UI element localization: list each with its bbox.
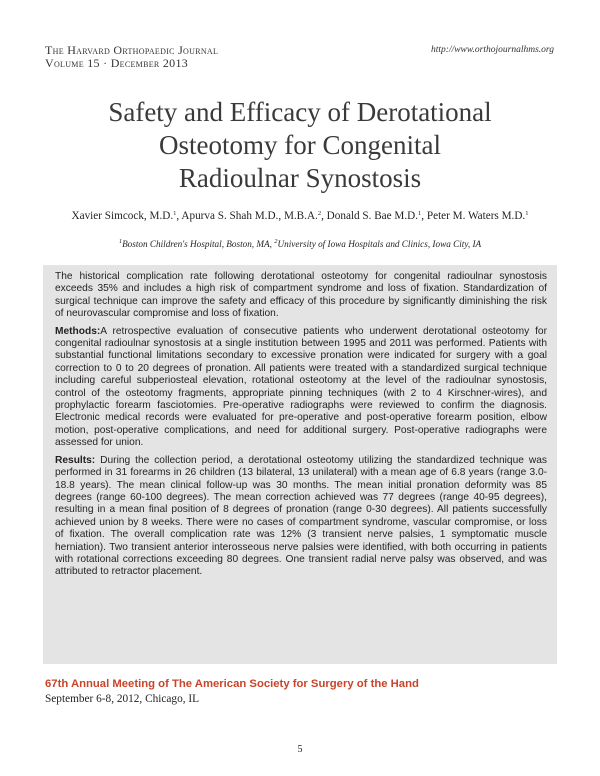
methods-label: Methods: xyxy=(55,325,101,337)
author-name: Donald S. Bae M.D. xyxy=(326,210,419,222)
affiliation-text: University of Iowa Hospitals and Clinics, Iowa City, IA xyxy=(277,239,482,249)
meeting-date: September 6-8, 2012, Chicago, IL xyxy=(45,693,200,705)
author-affil-mark: 1 xyxy=(173,210,177,217)
abstract-box xyxy=(43,265,557,664)
author-name: Peter M. Waters M.D. xyxy=(426,210,526,222)
meeting-name: 67th Annual Meeting of The American Society for Surgery of the Hand xyxy=(45,678,419,690)
affil-mark: 2 xyxy=(274,238,278,245)
journal-url[interactable]: http://www.orthojournalhms.org xyxy=(431,45,554,55)
author-affil-mark: 1 xyxy=(525,210,529,217)
journal-header xyxy=(45,44,218,70)
page-number: 5 xyxy=(297,744,303,755)
results-text: During the collection period, a derotational osteotomy utilizing the standardized technique was performed in 31 forearms in 26 children (13 bilateral, 13 unilateral) with a mean age of 6.8 years (range 3.0-18.8 years). The mean clinical follow-up was 30 months. The mean initial pronation deformity was 85 degrees (range 60-100 degrees). The mean correction achieved was 77 degrees (range 40-95 degrees), resulting in a mean final position of 8 degrees of pronation (range 0-30 degrees). All patients successfully achieved union by 8 weeks. There were no cases of compartment syndrome, vascular compromise, or loss of fixation. The overall complication rate was 12% (3 transient nerve palsies, 1 symptomatic muscle herniation). Two transient anterior interosseous nerve palsies were identified, with both occurring in patients with rotational corrections exceeding 80 degrees. One transient radial nerve palsy was observed, and was attributed to retractor placement. xyxy=(55,454,547,578)
author-affil-mark: 1 xyxy=(418,210,422,217)
author-name: Apurva S. Shah M.D., M.B.A. xyxy=(181,210,318,222)
author-name: Xavier Simcock, M.D. xyxy=(71,210,174,222)
journal-name: The Harvard Orthopaedic Journal xyxy=(45,43,219,57)
author-affil-mark: 2 xyxy=(317,210,322,217)
article-title xyxy=(40,96,560,195)
author-list: Xavier Simcock, M.D.$^1$, Apurva S. Shah M.D., M.B.A.$^2$, Donald S. Bae M.D.$^1$, Peter M. Waters M.D.$^1$ xyxy=(71,210,529,222)
methods-text: A retrospective evaluation of consecutive patients who underwent derotational osteotomy for congenital radioulnar synostosis at a single institution between 1995 and 2011 was performed. Patients with substantial functional limitations secondary to excessive pronation were indicated for surgery with a goal correction to 0 to 20 degrees of pronation. All patients were treated with a standardized surgical technique including careful subperiosteal elevation, rotational osteotomy at the level of the radioulnar synostosis, control of the osteotomy fragments, appropriate pinning techniques (with 2 to 4 Kirschner-wires), and prophylactic forearm fasciotomies. Pre-operative radiographs were reviewed to confirm the diagnosis. Electronic medical records were evaluated for pre-operative and post-operative forearm position, elbow motion, post-operative complications, and need for additional surgery. Post-operative radiographs were assessed for union. xyxy=(55,325,547,449)
title-line: Radioulnar Synostosis xyxy=(178,163,422,193)
journal-volume: Volume 15 · December 2013 xyxy=(45,56,189,70)
abstract-methods xyxy=(55,326,547,450)
title-line: Osteotomy for Congenital xyxy=(159,130,441,160)
results-label: Results: xyxy=(55,454,96,466)
title-line: Safety and Efficacy of Derotational xyxy=(108,97,492,127)
abstract-intro: The historical complication rate following derotational osteotomy for congenital radioulnar synostosis exceeds 35% and includes a high risk of compartment syndrome and loss of fixation. Standardization of surgical technique can improve the safety and efficacy of this procedure by significantly diminishing the risk of neurovascular compromise and loss of fixation. xyxy=(55,271,547,320)
abstract-results xyxy=(55,455,547,579)
affil-mark: 1 xyxy=(118,238,123,245)
affiliations xyxy=(40,239,560,249)
affiliation-text: Boston Children's Hospital, Boston, MA, xyxy=(122,239,272,249)
